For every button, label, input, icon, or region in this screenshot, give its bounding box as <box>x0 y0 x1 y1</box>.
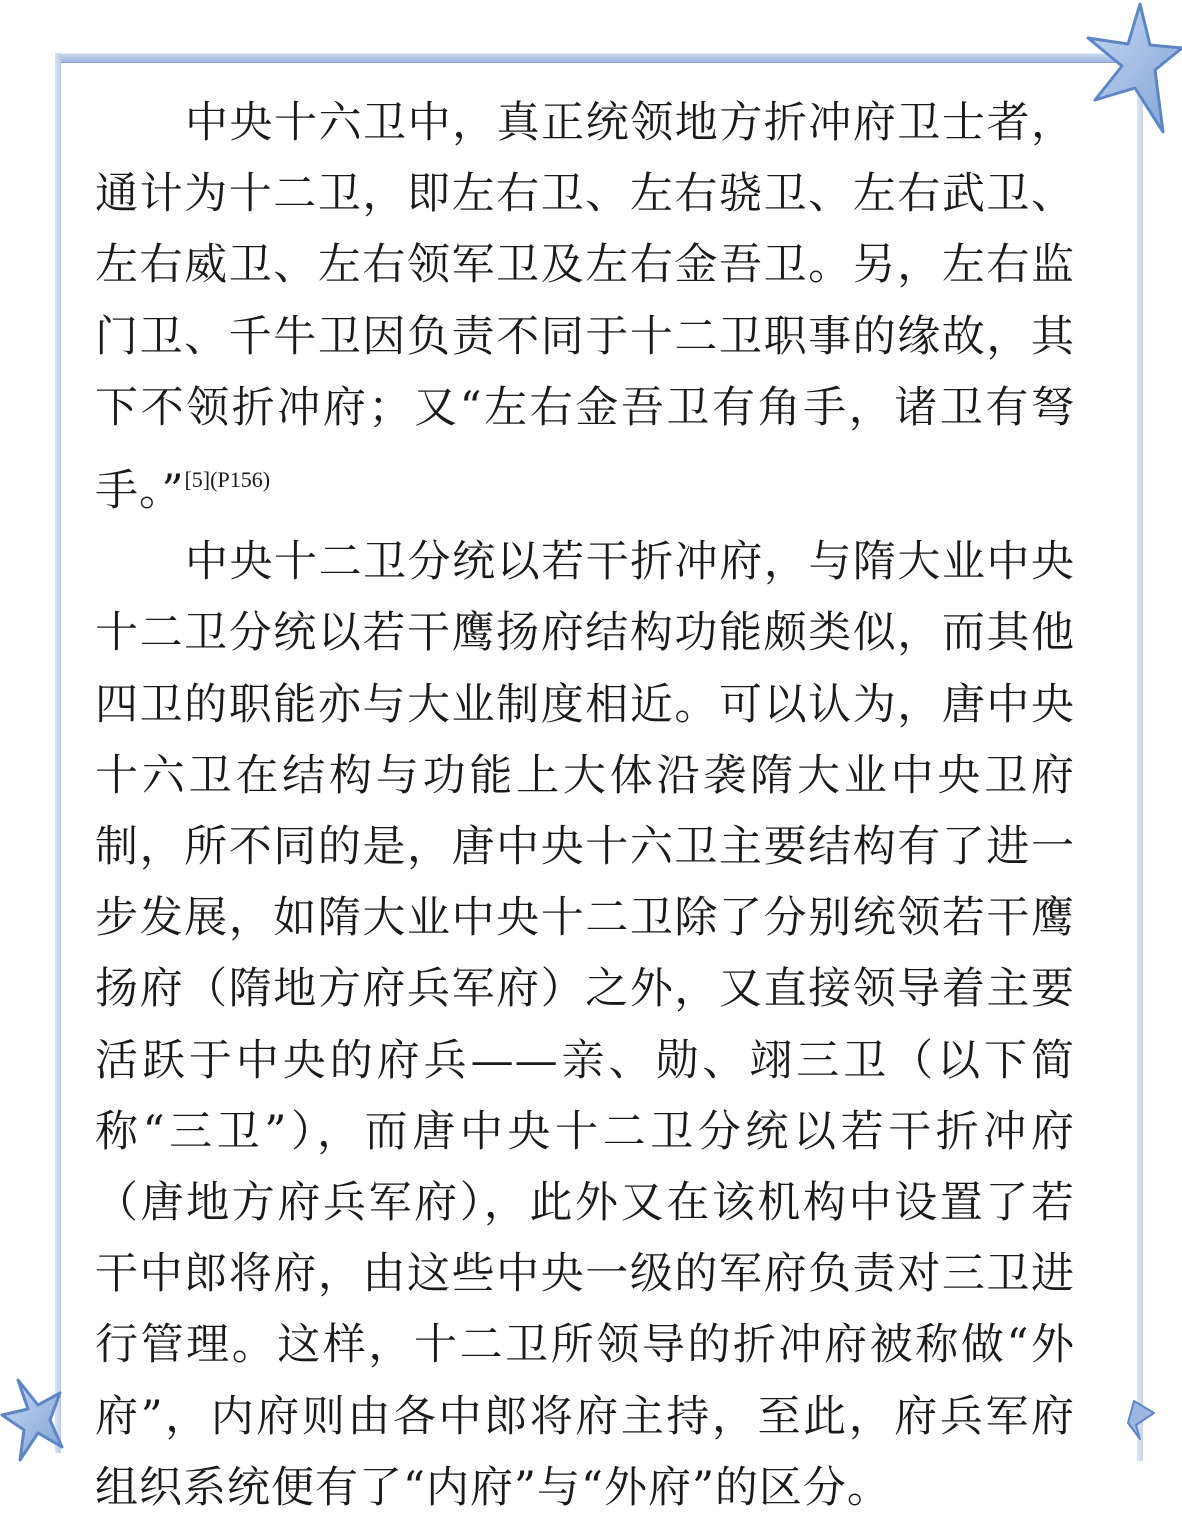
paragraph-1 <box>95 88 1075 527</box>
paragraph-2 <box>95 527 1075 1524</box>
star-icon <box>1120 1395 1160 1440</box>
frame-right-border <box>1137 61 1143 1461</box>
paragraph-2-text: 中央十二卫分统以若干折冲府，与隋大业中央十二卫分统以若干鹰扬府结构功能颇类似，而其他四卫的职能亦与大业制度相近。可以认为，唐中央十六卫在结构与功能上大体沿袭隋大业中央卫府制，所不同的是，唐中央十六卫主要结构有了进一步发展，如隋大业中央十二卫除了分别统领若干鹰扬府（隋地方府兵军府）之外，又直接领导着主要活跃于中央的府兵——亲、勋、翊三卫（以下简称“三卫”），而唐中央十二卫分统以若干折冲府（唐地方府兵军府），此外又在该机构中设置了若干中郎将府，由这些中央一级的军府负责对三卫进行管理。这样，十二卫所领导的折冲府被称做“外府”，内府则由各中郎将府主持，至此，府兵军府组织系统便有了“内府”与“外府”的区分。 <box>95 537 1075 1513</box>
frame-top-border <box>55 53 1145 63</box>
frame-left-border <box>55 53 61 1453</box>
document-page <box>95 88 1075 1524</box>
star-icon <box>0 1375 90 1465</box>
citation: [5](P156) <box>184 467 271 493</box>
paragraph-1-text: 中央十六卫中，真正统领地方折冲府卫士者，通计为十二卫，即左右卫、左右骁卫、左右武卫、左右威卫、左右领军卫及左右金吾卫。另，左右监门卫、千牛卫因负责不同于十二卫职事的缘故，其下不领折冲府；又“左右金吾卫有角手，诸卫有弩手。” <box>95 98 1075 517</box>
